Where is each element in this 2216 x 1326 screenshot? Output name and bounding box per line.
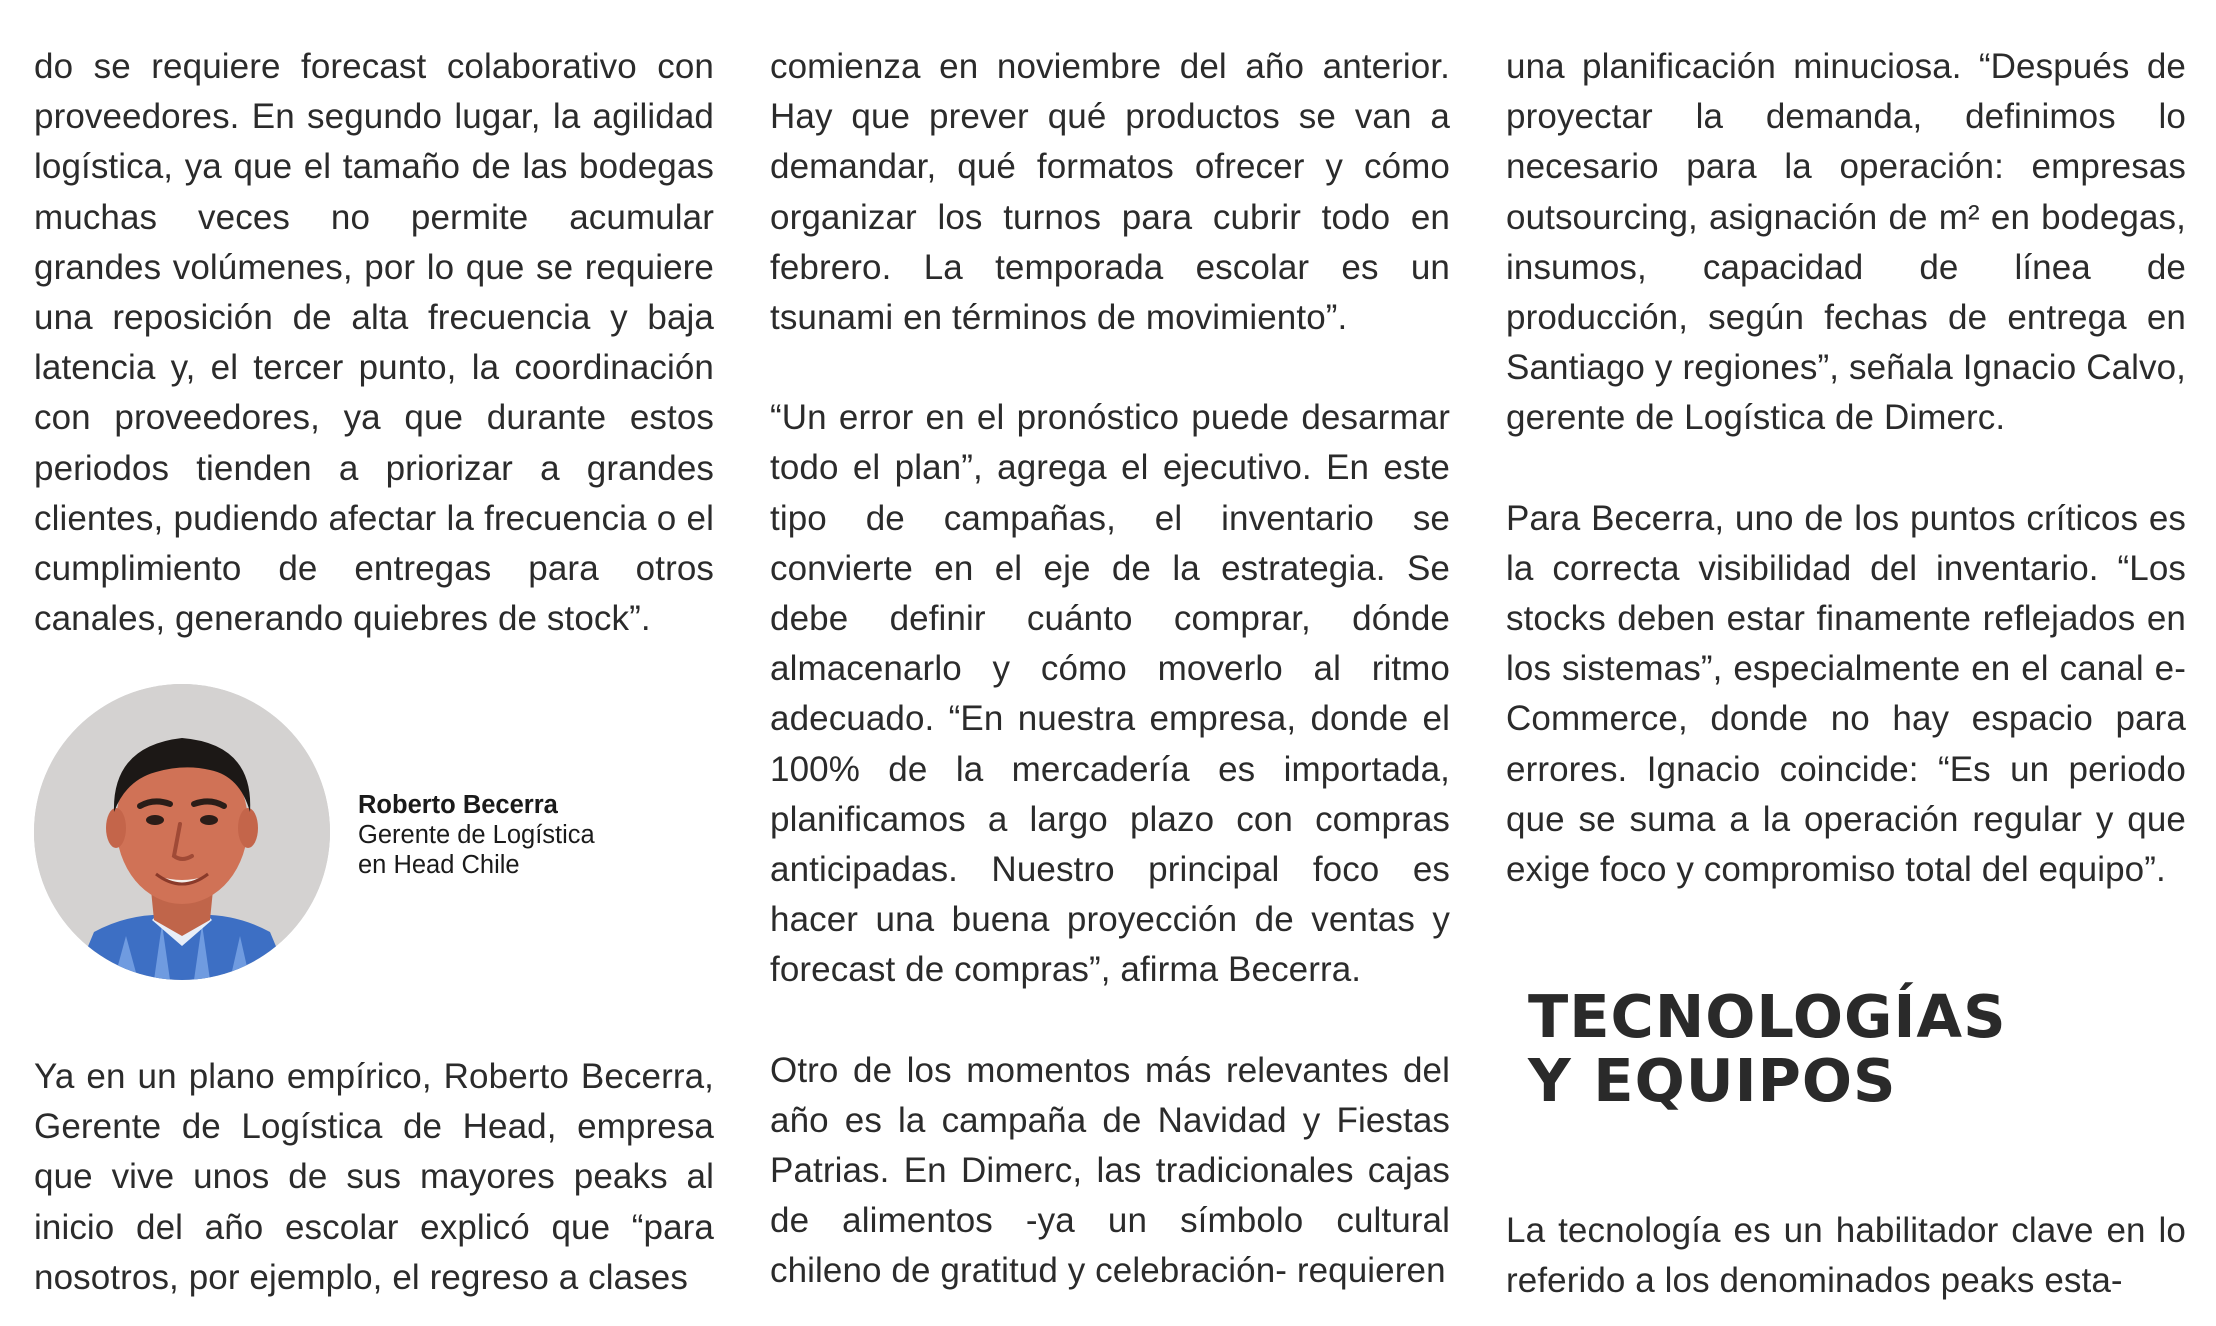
column-2-paragraph-2: “Un error en el pronóstico puede desarmar todo el plan”, agrega el ejecutivo. En este tipo de campañas, el inventario se convierte en el eje de la estrategia. Se debe definir cuánto comprar, dónde almacenarlo y cómo moverlo al ritmo adecuado. “En nuestra empresa, donde el 100% de la mercadería es importada, planificamos a largo plazo con compras anticipadas. Nuestro principal foco es hacer una buena proyección de ventas y forecast de compras”, afirma Becerra. <box>770 398 1450 990</box>
section-heading-line-2: Y EQUIPOS <box>1528 1046 1897 1115</box>
column-1 <box>34 42 714 644</box>
caption-title-line-1: Gerente de Logística <box>358 821 595 849</box>
section-heading-line-1: TECNOLOGÍAS <box>1528 982 2007 1051</box>
section-heading <box>1528 982 2007 1115</box>
photo-caption <box>358 790 595 880</box>
column-3-lower <box>1506 1206 2186 1306</box>
portrait-image <box>34 684 330 980</box>
column-3 <box>1506 42 2186 895</box>
portrait-block <box>34 684 714 984</box>
avatar <box>34 684 330 980</box>
column-1-paragraph-2: Ya en un plano empírico, Roberto Becerra, Gerente de Logística de Head, empresa que vive unos de sus mayores peaks al inicio del año escolar explicó que “para nosotros, por ejemplo, el regreso a clases <box>34 1057 714 1297</box>
column-1-paragraph-1: do se requiere forecast colaborativo con proveedores. En segundo lugar, la agilidad logística, ya que el tamaño de las bodegas muchas veces no permite acumular grandes volúmenes, por lo que se requiere una reposición de alta frecuencia y baja latencia y, el tercer punto, la coordinación con proveedores, ya que durante estos periodos tienden a priorizar a grandes clientes, pudiendo afectar la frecuencia o el cumplimiento de entregas para otros canales, generando quiebres de stock”. <box>34 47 714 639</box>
column-1-lower <box>34 1052 714 1303</box>
column-2-paragraph-1: comienza en noviembre del año anterior. Hay que prever qué productos se van a demandar, qué formatos ofrecer y cómo organizar los turnos para cubrir todo en febrero. La temporada escolar es un tsunami en términos de movimiento”. <box>770 47 1450 338</box>
column-3-paragraph-3: La tecnología es un habilitador clave en lo referido a los denominados peaks esta- <box>1506 1211 2186 1301</box>
caption-title-line-2: en Head Chile <box>358 851 520 879</box>
caption-name: Roberto Becerra <box>358 791 558 819</box>
column-2-paragraph-3: Otro de los momentos más relevantes del año es la campaña de Navidad y Fiestas Patrias. En Dimerc, las tradicionales cajas de alimentos -ya un símbolo cultural chileno de gratitud y celebración- requieren <box>770 1050 1450 1291</box>
column-2 <box>770 42 1450 1297</box>
column-3-paragraph-1: una planificación minuciosa. “Después de proyectar la demanda, definimos lo necesario para la operación: empresas outsourcing, asignación de m² en bodegas, insumos, capacidad de línea de producción, según fechas de entrega en Santiago y regiones”, señala Ignacio Calvo, gerente de Logística de Dimerc. <box>1506 47 2186 438</box>
column-3-paragraph-2: Para Becerra, uno de los puntos críticos es la correcta visibilidad del inventario. “Los stocks deben estar finamente reflejados en los sistemas”, especialmente en el canal e-Commerce, donde no hay espacio para errores. Ignacio coincide: “Es un periodo que se suma a la operación regular y que exige foco y compromiso total del equipo”. <box>1506 498 2186 890</box>
